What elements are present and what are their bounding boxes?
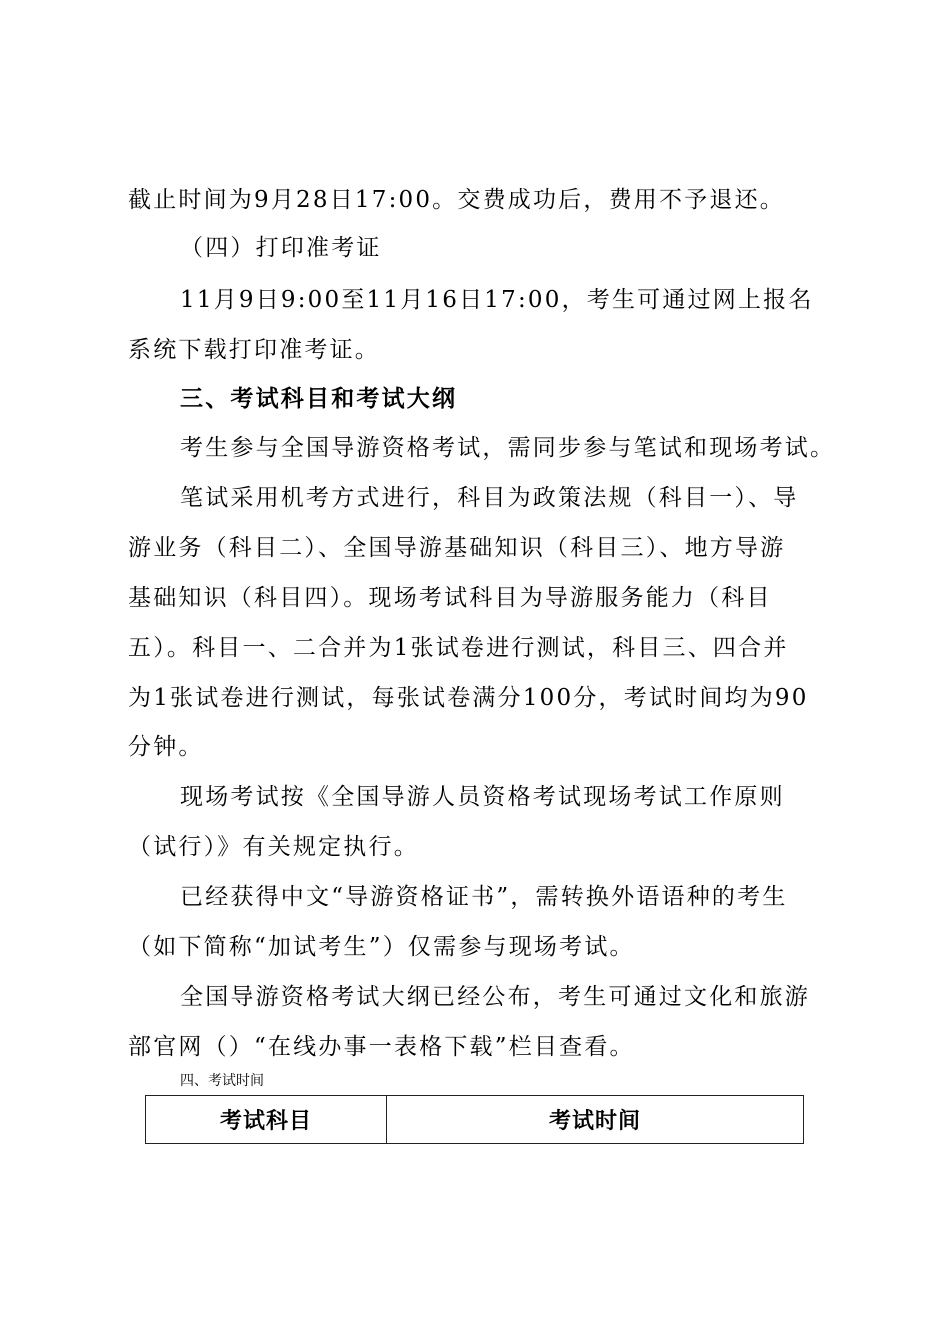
text-line: 分钟。 — [128, 734, 204, 760]
text-line: （试行）》有关规定执行。 — [128, 834, 419, 860]
text-line: 游业务（科目二）、全国导游基础知识（科目三）、地方导游 — [128, 535, 786, 561]
text-line: 现场考试按《全国导游人员资格考试现场考试工作原则 — [180, 784, 785, 810]
text-line: 全国导游资格考试大纲已经公布，考生可通过文化和旅游 — [180, 984, 810, 1010]
table-header-subject: 考试科目 — [146, 1096, 387, 1143]
text-line: 基础知识（科目四）。现场考试科目为导游服务能力（科目 — [128, 585, 772, 611]
text-line: 11月9日9:00至11月16日17:00，考生可通过网上报名 — [180, 287, 814, 313]
text-line: 系统下载打印准考证。 — [128, 337, 380, 363]
text-line: 考生参与全国导游资格考试，需同步参与笔试和现场考试。 — [180, 435, 836, 461]
table-section-title: 四、考试时间 — [180, 1073, 264, 1089]
text-line: 截止时间为9月28日17:00。交费成功后，费用不予退还。 — [128, 187, 785, 213]
section-heading: 三、考试科目和考试大纲 — [180, 385, 458, 412]
text-line: 部官网（）“在线办事一表格下载”栏目查看。 — [128, 1034, 635, 1060]
text-line: 笔试采用机考方式进行，科目为政策法规（科目一）、导 — [180, 485, 799, 511]
text-line: 为1张试卷进行测试，每张试卷满分100分，考试时间均为90 — [128, 685, 809, 711]
subsection-heading: （四）打印准考证 — [180, 235, 382, 261]
table-header-time: 考试时间 — [548, 1109, 641, 1134]
text-line: 已经获得中文“导游资格证书”，需转换外语语种的考生 — [180, 884, 788, 910]
text-line: 五）。科目一、二合并为1张试卷进行测试，科目三、四合并 — [128, 635, 789, 661]
exam-schedule-table — [145, 1095, 804, 1144]
text-line: （如下简称“加试考生”）仅需参与现场考试。 — [128, 934, 635, 960]
